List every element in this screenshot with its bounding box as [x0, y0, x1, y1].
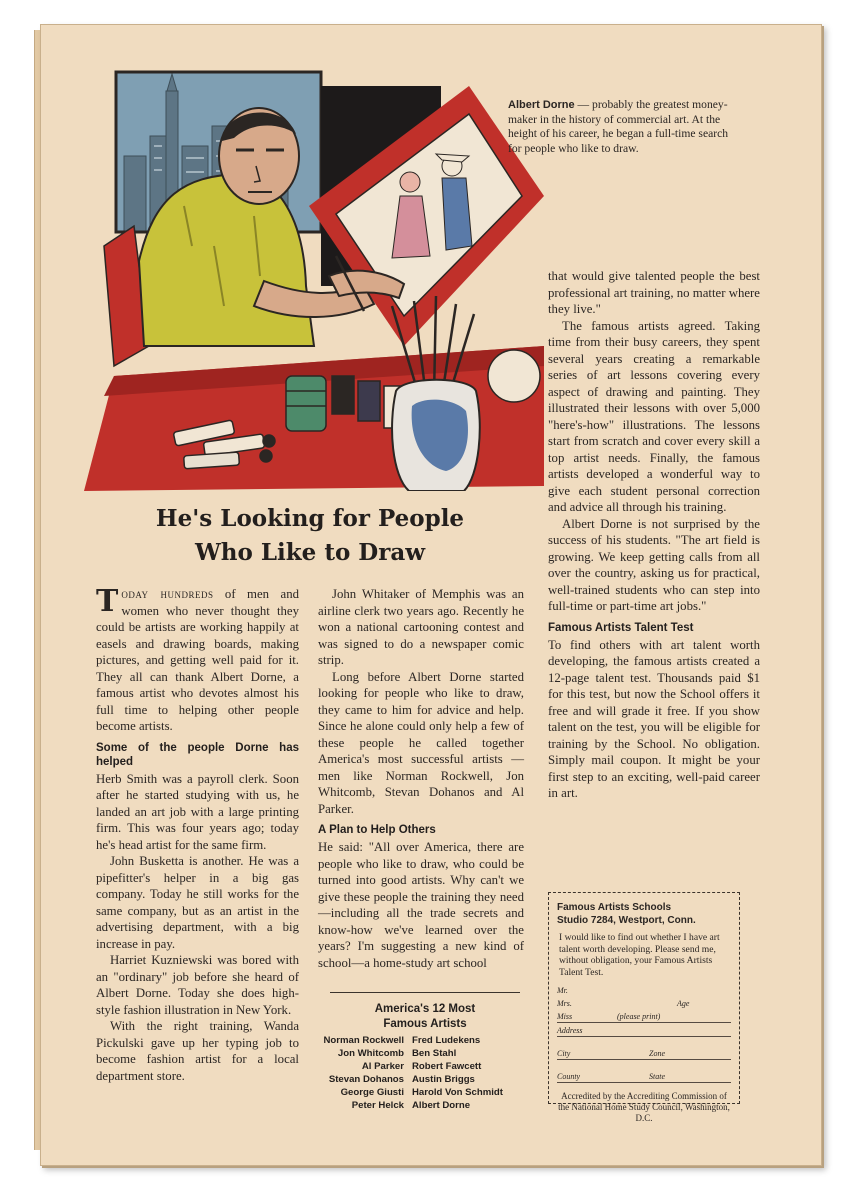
article-column-3 — [548, 268, 760, 802]
artist-list-right — [412, 1034, 522, 1112]
artist-name: Harold Von Schmidt — [412, 1087, 503, 1098]
name-field[interactable]: Miss (please print) — [557, 1010, 731, 1023]
illustration-caption — [508, 98, 740, 156]
article-column-2 — [318, 586, 524, 971]
mail-coupon[interactable] — [548, 892, 740, 1123]
artist-name: Peter Helck — [351, 1100, 404, 1111]
artist-name: Al Parker — [361, 1061, 404, 1072]
headline-line-1: He's Looking for People — [155, 505, 465, 532]
paragraph: With the right training, Wanda Pickulski gave up her typing job to become fashion artist for a local department store. — [96, 1019, 299, 1083]
subheading-people-helped: Some of the people Dorne has helped — [96, 741, 299, 768]
headline — [100, 502, 520, 570]
paragraph: To find others with art talent worth developing, the famous artists created a 12-page talent test. Thousands paid $1 for this test, but now the School offers it free and will grade it free. If you show talent on the test, you will be eligible for training by the School. No obligation. Simply mail coupon. It might be your first step to an exciting, well-paid career in art. — [548, 637, 760, 800]
county-field[interactable]: County State — [557, 1070, 731, 1083]
accreditation-note: Accredited by the Accrediting Commission of the National Home Study Council, Washington, D.C. — [558, 1091, 730, 1123]
artist-name: Albert Dorne — [412, 1100, 471, 1111]
mr-field[interactable]: Mr. — [557, 986, 568, 995]
mrs-field[interactable]: Mrs. Age — [557, 999, 690, 1008]
city-field[interactable]: City Zone — [557, 1047, 731, 1060]
artist-name: Jon Whitcomb — [337, 1048, 404, 1059]
famous-artists-title: America's 12 Most Famous Artists — [374, 1003, 476, 1030]
caption-text: — probably the greatest money-maker in the history of commercial art. At the height of his career, he began a full-time search for people who like to draw. — [508, 98, 729, 155]
paragraph: John Whitaker of Memphis was an airline clerk two years ago. Recently he won a national cartooning contest and was signed to do a newspaper comic strip. — [318, 587, 524, 667]
paragraph: The famous artists agreed. Taking time from their busy careers, they spent several years creating a remarkable series of art lessons covering every aspect of drawing and painting. They illustrated their lessons with over 5,000 "here's-how" illustrations. The lessons start from scratch and cover every skill a top artist needs. Finally, the famous artists developed a wonderful way to give each student personal correction and advice all through his training. — [548, 318, 760, 514]
artist-name: Robert Fawcett — [412, 1061, 482, 1072]
caption-name: Albert Dorne — [508, 99, 575, 111]
artist-name: George Giusti — [340, 1087, 404, 1098]
article-column-1 — [96, 586, 299, 1084]
paragraph: He said: "All over America, there are people who like to draw, who could be turned into good artists. Why can't we give these people the training they need—including all the trade secrets and know-how we've learned over the years? I'm suggesting a new kind of school—a home-study art school — [318, 840, 524, 970]
coupon-body: I would like to find out whether I have art talent worth developing. Please send me, without obligation, your Famous Artists Talent Test. — [559, 932, 720, 978]
coupon-heading: Famous Artists Schools Studio 7284, Westport, Conn. — [557, 902, 696, 926]
albert-dorne-illustration — [74, 46, 544, 491]
paragraph: that would give talented people the best professional art training, no matter where they live." — [548, 269, 760, 316]
artist-name: Norman Rockwell — [323, 1035, 404, 1046]
paragraph: Herb Smith was a payroll clerk. Soon after he started studying with us, he landed an art job with a large printing firm. This was four years ago; today he's head artist for the same firm. — [96, 771, 299, 852]
artist-name: Austin Briggs — [412, 1074, 475, 1085]
intro-paragraph: Today hundreds of men and women who never thought they could be artists are working happily at easels and drawing boards, making pictures, and getting well paid for it. They all can thank Albert Dorne, a famous artist who devotes almost his full time to helping other people become artists. — [96, 584, 299, 733]
paragraph: Albert Dorne is not surprised by the success of his students. "The art field is growing. We keep getting calls from all over the country, asking us for practical, well-trained students who can step into full-time or part-time art jobs." — [548, 516, 760, 613]
artist-name: Fred Ludekens — [412, 1035, 481, 1046]
paragraph: Long before Albert Dorne started looking for people who like to draw, they came to him for advice and help. Since he alone could only help a few of these people he called together America's most successful artists —men like Norman Rockwell, Jon Whitcomb, Stevan Dohanos and Al Parker. — [318, 669, 524, 816]
subheading-talent-test: Famous Artists Talent Test — [548, 621, 694, 634]
subheading-plan: A Plan to Help Others — [318, 824, 436, 836]
address-field[interactable]: Address — [557, 1024, 731, 1037]
paragraph: John Busketta is another. He was a pipefitter's helper in a big gas company. Today he still works for the same company, but as an artist in the advertising department, with a big increase in pay. — [96, 854, 299, 951]
divider — [330, 992, 520, 993]
paint-bowl — [488, 350, 540, 402]
artist-name: Ben Stahl — [412, 1048, 457, 1059]
artist-name: Stevan Dohanos — [328, 1074, 404, 1085]
drop-cap: T — [96, 584, 119, 619]
headline-line-2: Who Like to Draw — [194, 539, 426, 566]
artist-list-left — [300, 1034, 404, 1112]
paragraph: Harriet Kuzniewski was bored with an "ordinary" job before she heard of Albert Dorne. Today she does high-style fashion illustration in New York. — [96, 953, 299, 1017]
